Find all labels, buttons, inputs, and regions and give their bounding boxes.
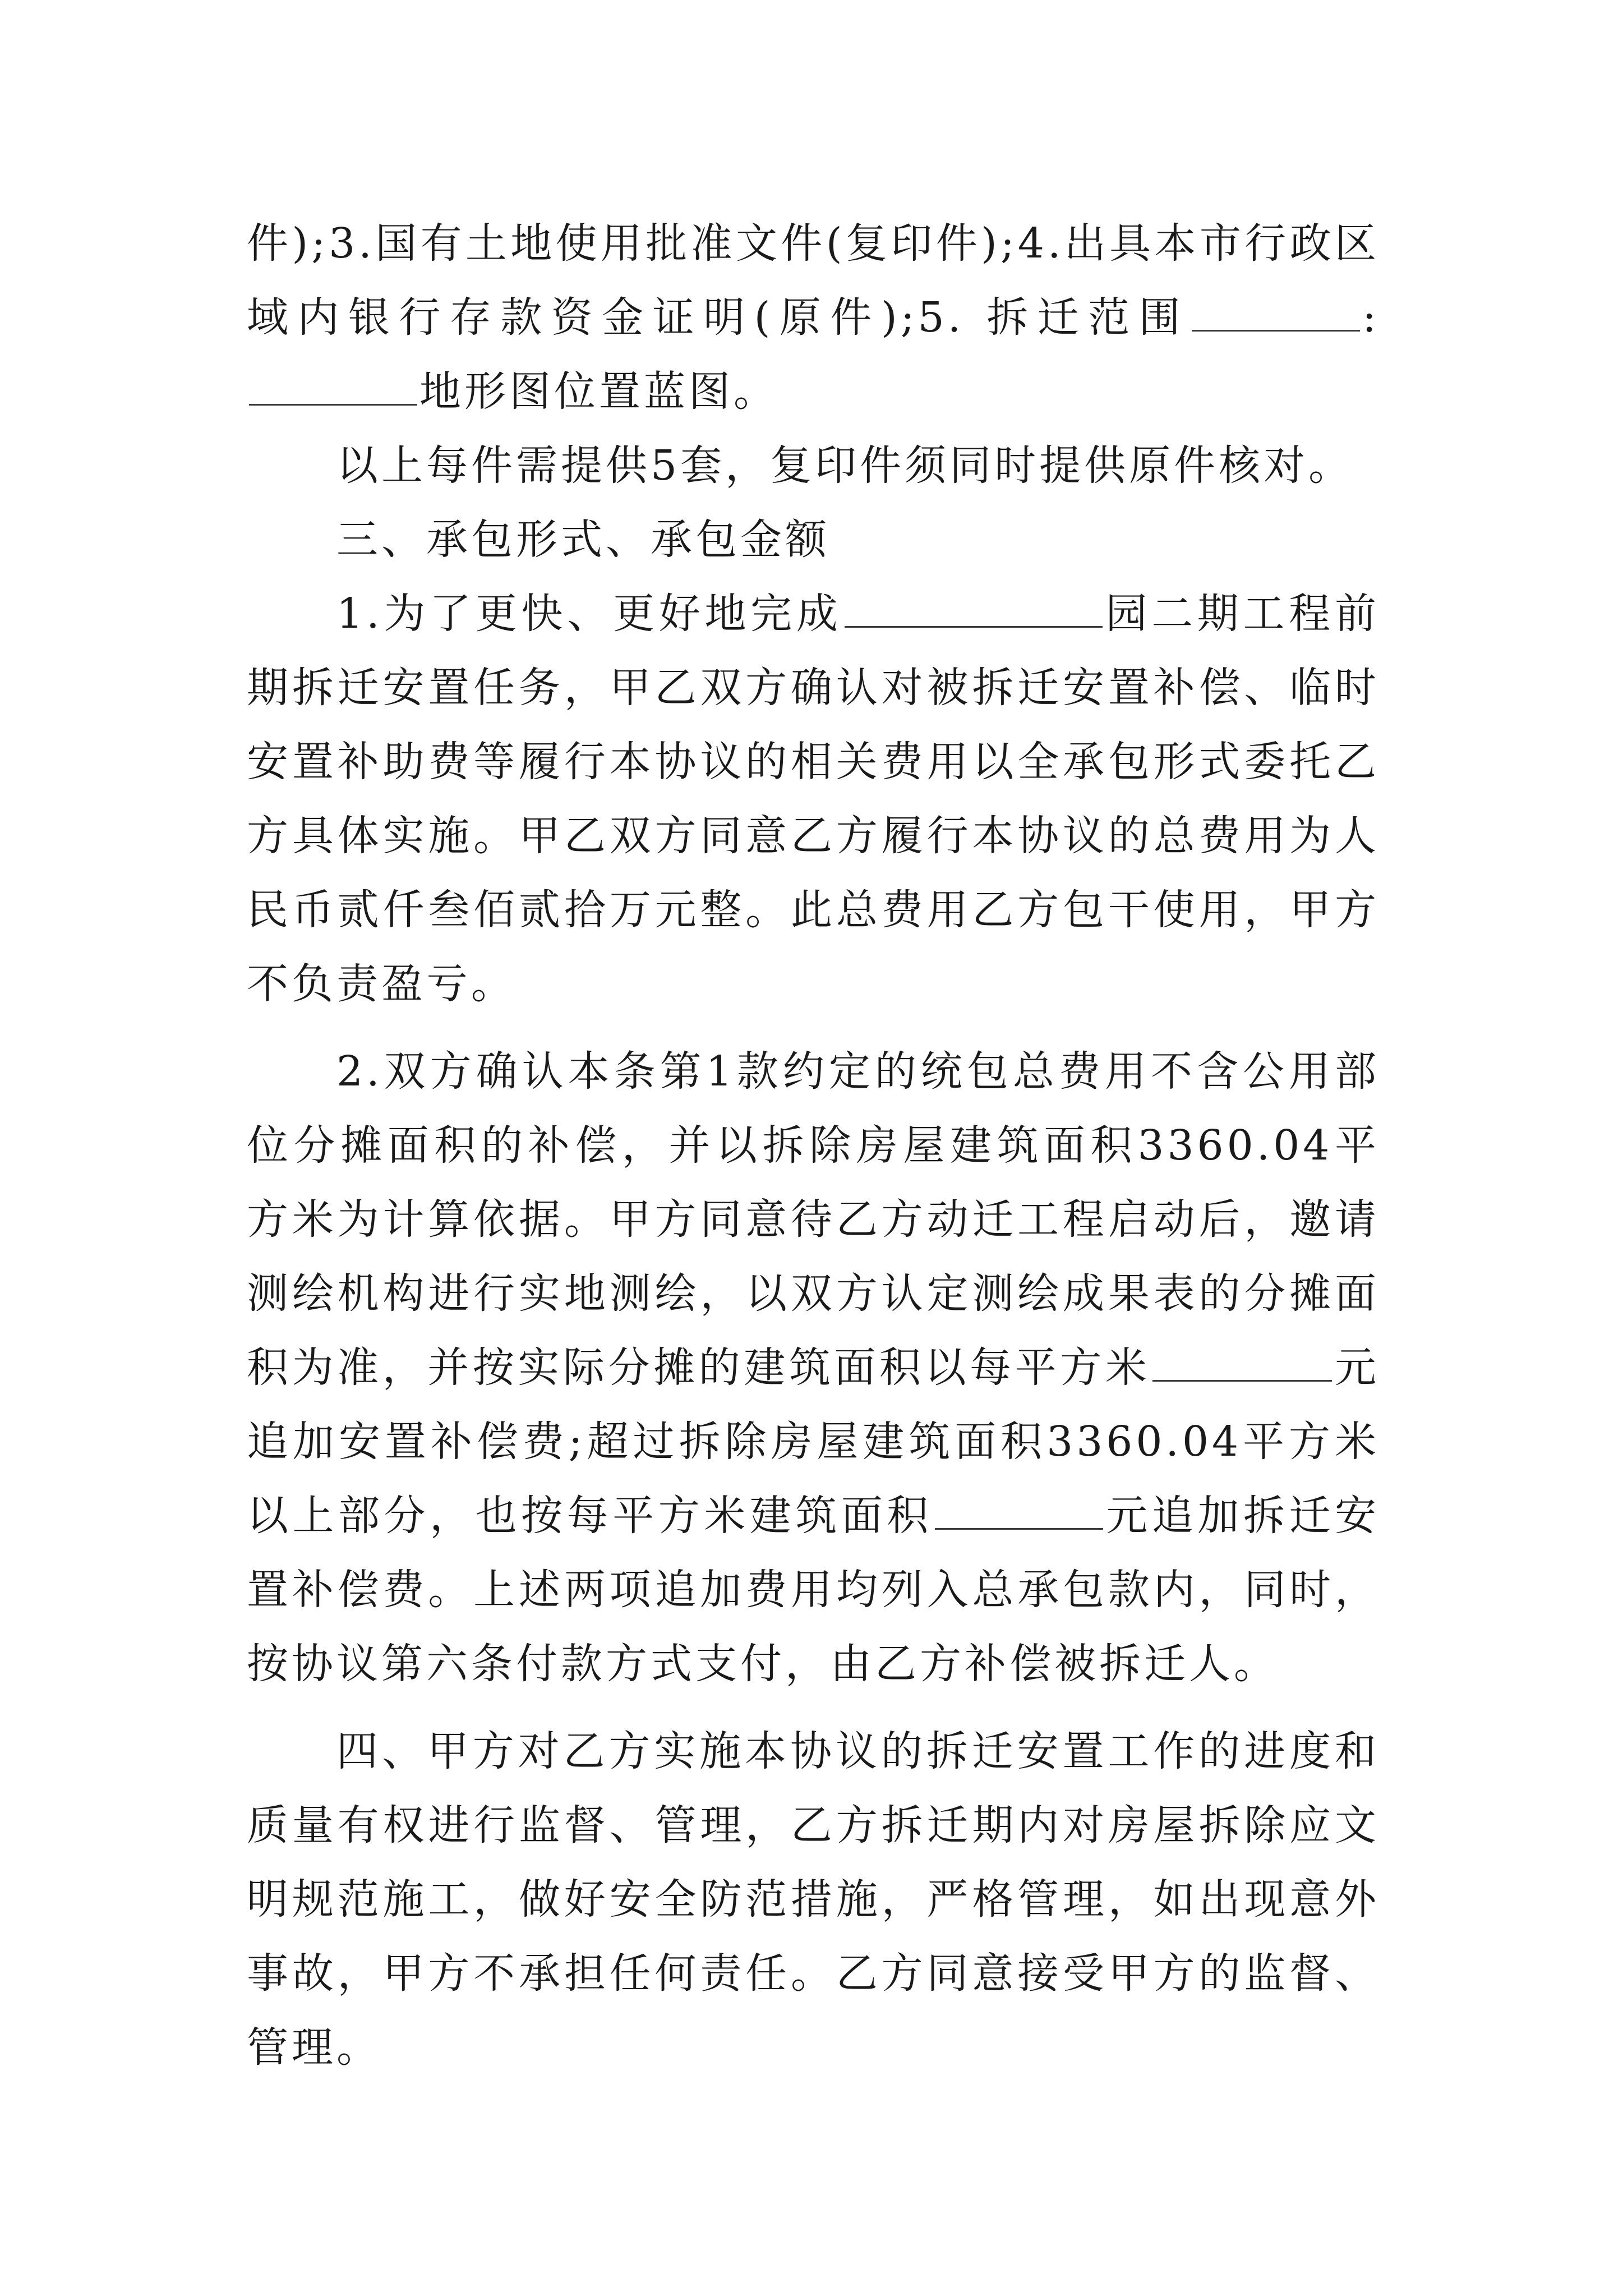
paragraph-text: 件);3.国有土地使用批准文件(复印件);4.出具本市行政区域内银行存款资金证明(原件);5. 拆迁范围: [247, 219, 1380, 342]
paragraph-text: 地形图位置蓝图。: [419, 367, 778, 416]
paragraph-text: :: [1362, 293, 1380, 342]
clause-text: 元追加拆迁安置补偿费。上述两项追加费用均列入总承包款内，同时，按协议第六条付款方式支付，由乙方补偿被拆迁人。: [247, 1492, 1380, 1688]
clause-text: 园二期工程前期拆迁安置任务，甲乙双方确认对被拆迁安置补偿、临时安置补助费等履行本协议的相关费用以全承包形式委托乙方具体实施。甲乙双方同意乙方履行本协议的总费用为人民币贰仟叁佰贰拾万元整。此总费用乙方包干使用，甲方不负责盈亏。: [247, 590, 1380, 1008]
clause-3-1: [247, 577, 1380, 1021]
section-heading-contract-form: 三、承包形式、承包金额: [336, 516, 830, 564]
section-4-supervision: 四、甲方对乙方实施本协议的拆迁安置工作的进度和质量有权进行监督、管理，乙方拆迁期内对房屋拆除应文明规范施工，做好安全防范措施，严格管理，如出现意外事故，甲方不承担任何责任。乙方同意接受甲方的监督、管理。: [247, 1727, 1380, 2072]
clause-text: 1.为了更快、更好地完成: [336, 590, 842, 638]
blank-field: [1192, 291, 1360, 332]
paragraph-copies-note: 以上每件需提供5套，复印件须同时提供原件核对。: [336, 441, 1354, 490]
document-body: [247, 206, 1380, 2085]
paragraph-required-documents: [247, 206, 1380, 429]
clause-text: 2.双方确认本条第1款约定的统包总费用不含公用部位分摊面积的补偿，并以拆除房屋建筑面积3360.04平方米为计算依据。甲方同意待乙方动迁工程启动后，邀请测绘机构进行实地测绘，以双方认定测绘成果表的分摊面积为准，并按实际分摊的建筑面积以每平方米: [247, 1047, 1380, 1392]
blank-field: [1152, 1341, 1332, 1382]
blank-field: [845, 587, 1103, 628]
clause-text: 元追加安置补偿费;超过拆除房屋建筑面积3360.04平方米以上部分，也按每平方米建筑面积: [247, 1343, 1380, 1540]
clause-3-2: [247, 1034, 1380, 1701]
blank-field: [249, 365, 417, 406]
blank-field: [935, 1489, 1103, 1530]
